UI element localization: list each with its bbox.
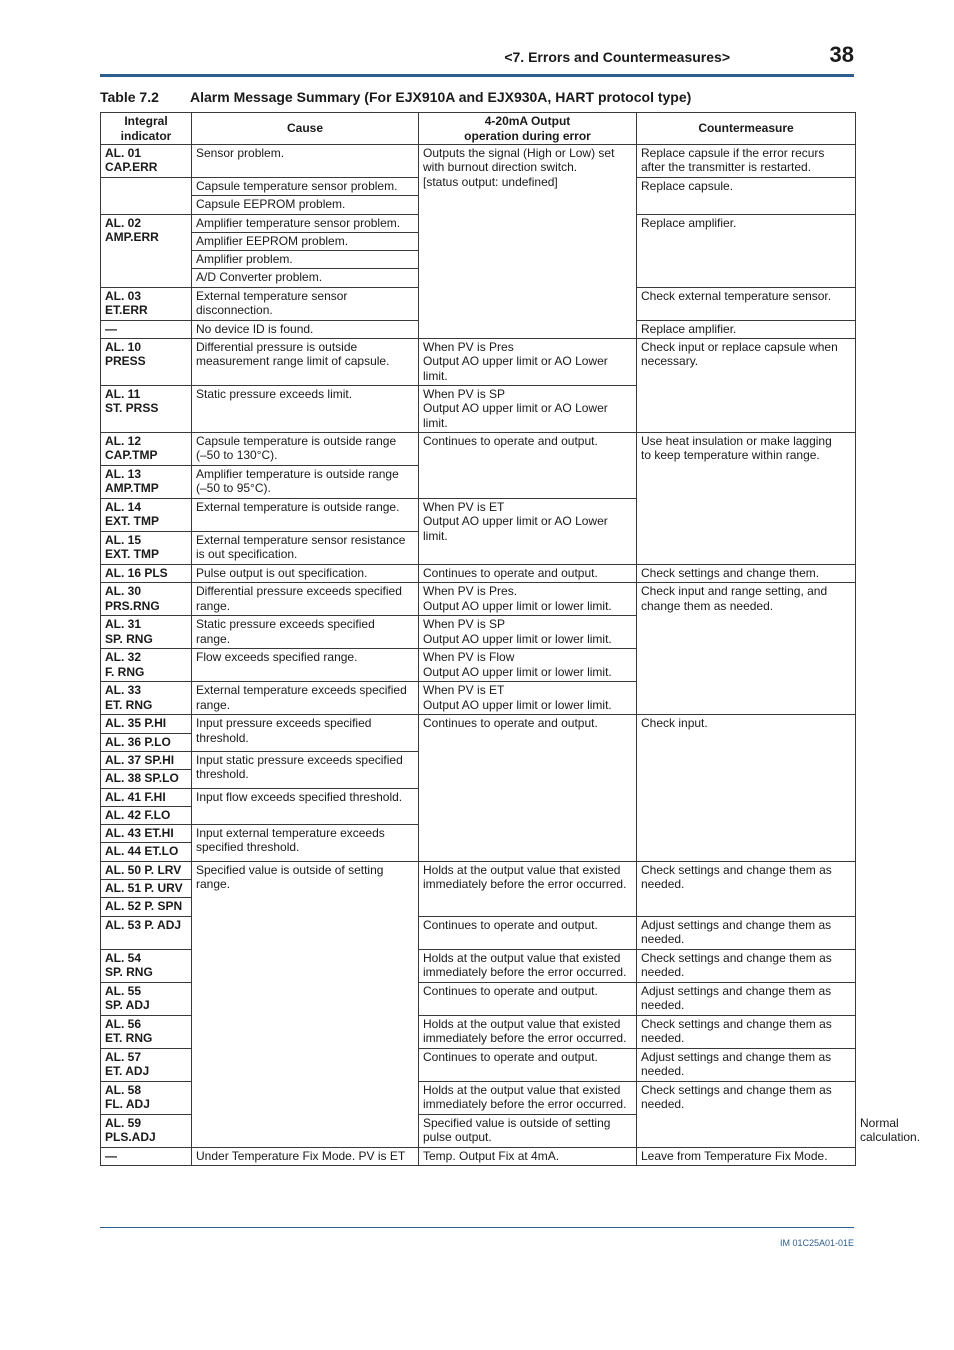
indicator-cell: AL. 13 AMP.TMP bbox=[101, 466, 192, 499]
countermeasure-cell: Check settings and change them. bbox=[637, 565, 856, 583]
table-number: Table 7.2 bbox=[100, 89, 159, 105]
indicator-cell: AL. 38 SP.LO bbox=[101, 770, 192, 788]
cause-cell: A/D Converter problem. bbox=[192, 269, 419, 287]
countermeasure-cell: Use heat insulation or make lagging to keep temperature within range. bbox=[637, 433, 856, 565]
countermeasure-cell: Check settings and change them as needed. bbox=[637, 1081, 856, 1147]
output-cell: Continues to operate and output. bbox=[419, 982, 637, 1015]
indicator-cell: AL. 50 P. LRV bbox=[101, 861, 192, 879]
indicator-cell: AL. 10 PRESS bbox=[101, 339, 192, 386]
table-row: AL. 59 PLS.ADJ Specified value is outside of setting pulse output. Normal calculation. bbox=[101, 1114, 856, 1147]
countermeasure-cell: Adjust settings and change them as needed. bbox=[637, 982, 856, 1015]
cause-cell: Capsule temperature is outside range (–50 to 130°C). bbox=[192, 433, 419, 466]
cause-cell: Flow exceeds specified range. bbox=[192, 649, 419, 682]
section-title: <7. Errors and Countermeasures> bbox=[504, 49, 730, 65]
countermeasure-cell: Replace amplifier. bbox=[637, 214, 856, 287]
output-cell: Continues to operate and output. bbox=[419, 1048, 637, 1081]
cause-cell: External temperature sensor disconnection. bbox=[192, 287, 419, 320]
output-cell: Holds at the output value that existed immediately before the error occurred. bbox=[419, 1081, 637, 1114]
indicator-cell: AL. 42 F.LO bbox=[101, 806, 192, 824]
indicator-cell: AL. 59 PLS.ADJ bbox=[101, 1114, 192, 1147]
indicator-cell: AL. 51 P. URV bbox=[101, 880, 192, 898]
cause-cell: Differential pressure is outside measurement range limit of capsule. bbox=[192, 339, 419, 386]
indicator-cell: AL. 35 P.HI bbox=[101, 715, 192, 733]
indicator-cell: — bbox=[101, 1147, 192, 1165]
cause-cell: Specified value is outside of setting range. bbox=[192, 861, 419, 1147]
cause-cell: External temperature is outside range. bbox=[192, 499, 419, 532]
indicator-cell: AL. 52 P. SPN bbox=[101, 898, 192, 916]
indicator-cell: AL. 54 SP. RNG bbox=[101, 949, 192, 982]
indicator-cell: AL. 41 F.HI bbox=[101, 788, 192, 806]
output-cell: Holds at the output value that existed immediately before the error occurred. bbox=[419, 949, 637, 982]
cause-cell: Amplifier temperature is outside range (–50 to 95°C). bbox=[192, 466, 419, 499]
indicator-cell: AL. 32 F. RNG bbox=[101, 649, 192, 682]
cause-cell: Amplifier problem. bbox=[192, 251, 419, 269]
page-header bbox=[100, 38, 854, 78]
indicator-cell bbox=[101, 178, 192, 215]
cause-cell: Amplifier temperature sensor problem. bbox=[192, 214, 419, 232]
cause-cell: Pulse output is out specification. bbox=[192, 565, 419, 583]
table-row bbox=[101, 145, 856, 178]
output-cell: Continues to operate and output. bbox=[419, 715, 637, 861]
header-output: 4-20mA Output operation during error bbox=[419, 113, 637, 145]
indicator-cell: AL. 11 ST. PRSS bbox=[101, 386, 192, 433]
alarm-message-table bbox=[100, 112, 921, 1166]
table-title: Alarm Message Summary (For EJX910A and EJX930A, HART protocol type) bbox=[190, 89, 692, 105]
indicator-cell: AL. 12 CAP.TMP bbox=[101, 433, 192, 466]
cause-cell: Input external temperature exceeds specified threshold. bbox=[192, 825, 419, 862]
output-cell: When PV is Pres Output AO upper limit or AO Lower limit. bbox=[419, 339, 637, 386]
output-cell: When PV is SP Output AO upper limit or lower limit. bbox=[419, 616, 637, 649]
header-countermeasure: Countermeasure bbox=[637, 113, 856, 145]
output-cell: Holds at the output value that existed immediately before the error occurred. bbox=[419, 1015, 637, 1048]
indicator-cell: AL. 53 P. ADJ bbox=[101, 916, 192, 949]
cause-cell: No device ID is found. bbox=[192, 320, 419, 338]
indicator-cell: AL. 14 EXT. TMP bbox=[101, 499, 192, 532]
indicator-cell: AL. 37 SP.HI bbox=[101, 751, 192, 769]
header-integral-indicator: Integral indicator bbox=[101, 113, 192, 145]
footer-rule bbox=[100, 1227, 854, 1228]
countermeasure-cell: Check external temperature sensor. bbox=[637, 287, 856, 320]
table-row bbox=[101, 1147, 856, 1165]
cause-cell: Static pressure exceeds limit. bbox=[192, 386, 419, 433]
table-row bbox=[101, 715, 856, 733]
countermeasure-cell: Replace capsule. bbox=[637, 178, 856, 215]
output-cell: Continues to operate and output. bbox=[419, 916, 637, 949]
header-rule bbox=[100, 74, 854, 77]
indicator-cell: AL. 30 PRS.RNG bbox=[101, 583, 192, 616]
indicator-cell: AL. 44 ET.LO bbox=[101, 843, 192, 861]
indicator-cell: AL. 31 SP. RNG bbox=[101, 616, 192, 649]
indicator-cell: AL. 57 ET. ADJ bbox=[101, 1048, 192, 1081]
cause-cell: Input static pressure exceeds specified threshold. bbox=[192, 751, 419, 788]
indicator-cell: AL. 58 FL. ADJ bbox=[101, 1081, 192, 1114]
countermeasure-cell: Leave from Temperature Fix Mode. bbox=[637, 1147, 856, 1165]
cause-cell: Capsule temperature sensor problem. bbox=[192, 178, 419, 196]
indicator-cell: AL. 03 ET.ERR bbox=[101, 287, 192, 320]
indicator-cell: AL. 43 ET.HI bbox=[101, 825, 192, 843]
cause-cell: Under Temperature Fix Mode. PV is ET bbox=[192, 1147, 419, 1165]
cause-cell: Input pressure exceeds specified threshold. bbox=[192, 715, 419, 752]
table-row bbox=[101, 433, 856, 466]
table-row bbox=[101, 339, 856, 386]
table-row bbox=[101, 565, 856, 583]
countermeasure-cell: Replace capsule if the error recurs after the transmitter is restarted. bbox=[637, 145, 856, 178]
countermeasure-cell: Check input and range setting, and change them as needed. bbox=[637, 583, 856, 715]
output-cell: When PV is ET Output AO upper limit or lower limit. bbox=[419, 682, 637, 715]
indicator-cell: — bbox=[101, 320, 192, 338]
output-cell: Temp. Output Fix at 4mA. bbox=[419, 1147, 637, 1165]
countermeasure-cell: Check input or replace capsule when necessary. bbox=[637, 339, 856, 433]
countermeasure-cell: Check settings and change them as needed. bbox=[637, 949, 856, 982]
indicator-cell: AL. 02 AMP.ERR bbox=[101, 214, 192, 287]
cause-cell: External temperature sensor resistance is out specification. bbox=[192, 532, 419, 565]
countermeasure-cell: Adjust settings and change them as needed. bbox=[637, 1048, 856, 1081]
output-cell: When PV is SP Output AO upper limit or AO Lower limit. bbox=[419, 386, 637, 433]
page-number: 38 bbox=[829, 42, 854, 67]
indicator-cell: AL. 56 ET. RNG bbox=[101, 1015, 192, 1048]
countermeasure-cell: Replace amplifier. bbox=[637, 320, 856, 338]
table-row bbox=[101, 861, 856, 879]
table-caption bbox=[100, 89, 691, 105]
table-row bbox=[101, 583, 856, 616]
countermeasure-cell: Adjust settings and change them as needed. bbox=[637, 916, 856, 949]
indicator-cell: AL. 01 CAP.ERR bbox=[101, 145, 192, 178]
header-cause: Cause bbox=[192, 113, 419, 145]
indicator-cell: AL. 33 ET. RNG bbox=[101, 682, 192, 715]
output-cell: Continues to operate and output. bbox=[419, 565, 637, 583]
countermeasure-cell: Check input. bbox=[637, 715, 856, 861]
output-cell: Outputs the signal (High or Low) set with burnout direction switch. [status output: undefined] bbox=[419, 145, 637, 339]
cause-cell: Input flow exceeds specified threshold. bbox=[192, 788, 419, 825]
indicator-cell: AL. 16 PLS bbox=[101, 565, 192, 583]
cause-cell: Sensor problem. bbox=[192, 145, 419, 178]
document-id: IM 01C25A01-01E bbox=[779, 1238, 854, 1248]
countermeasure-cell: Check settings and change them as needed. bbox=[637, 1015, 856, 1048]
output-cell: When PV is ET Output AO upper limit or AO Lower limit. bbox=[419, 499, 637, 565]
output-cell: Holds at the output value that existed immediately before the error occurred. bbox=[419, 861, 637, 916]
output-cell: Continues to operate and output. bbox=[419, 433, 637, 499]
cause-cell: Amplifier EEPROM problem. bbox=[192, 232, 419, 250]
countermeasure-cell: Check settings and change them as needed. bbox=[637, 861, 856, 916]
cause-cell: Static pressure exceeds specified range. bbox=[192, 616, 419, 649]
cause-cell: Differential pressure exceeds specified range. bbox=[192, 583, 419, 616]
table-header-row bbox=[101, 113, 856, 145]
cause-cell: External temperature exceeds specified range. bbox=[192, 682, 419, 715]
output-cell: When PV is Pres. Output AO upper limit or lower limit. bbox=[419, 583, 637, 616]
cause-cell: Capsule EEPROM problem. bbox=[192, 196, 419, 214]
cause-cell: Specified value is outside of setting pulse output. bbox=[419, 1114, 637, 1147]
output-cell: When PV is Flow Output AO upper limit or lower limit. bbox=[419, 649, 637, 682]
indicator-cell: AL. 15 EXT. TMP bbox=[101, 532, 192, 565]
indicator-cell: AL. 55 SP. ADJ bbox=[101, 982, 192, 1015]
indicator-cell: AL. 36 P.LO bbox=[101, 733, 192, 751]
